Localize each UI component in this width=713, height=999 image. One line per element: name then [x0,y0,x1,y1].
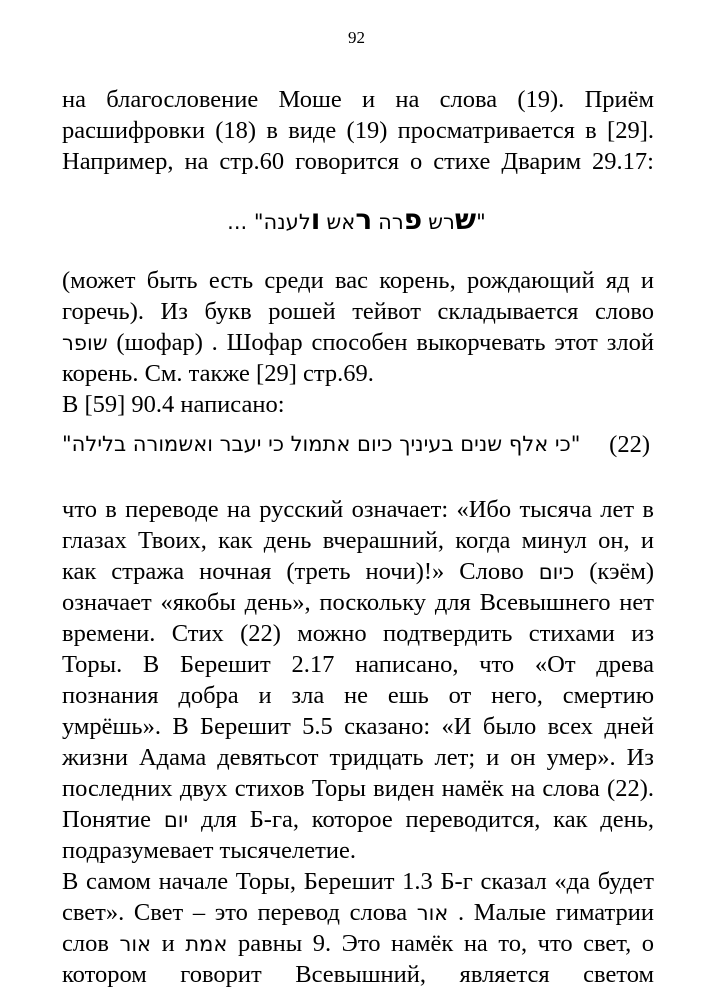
text-span: . Малые гиматрии [457,899,655,926]
page-number: 92 [348,28,365,47]
text-line: В [59] 90.4 написано: [62,391,285,418]
text-span: и [161,930,175,957]
hebrew-word: לענה [263,210,311,234]
text-line: котором говорит Всевышний, является светом [62,961,654,988]
text-span: как стража ночная (треть ночи)!» [62,558,445,585]
hebrew-letter: ר [355,203,373,236]
text-line: горечь). Из букв рошей тейвот складывается слово [62,298,654,325]
hebrew-word: רה [378,210,404,234]
text-span: свет». Свет – это перевод слова [62,899,408,926]
hebrew-quote-psalm [62,431,654,457]
text-line [62,804,654,836]
text-line: времени. Стих (22) можно подтвердить стихами из [62,620,654,647]
text-span: (кэём) [589,558,655,585]
hebrew-letter: ו [310,203,321,236]
text-line: корень. См. также [29] стр.69. [62,360,374,387]
text-span: слов [62,930,109,957]
text-line: подразумевает тысячелетие. [62,837,356,864]
text-line: расшифровки (18) в виде (19) просматривается в [29]. [62,117,654,144]
text-line: познания добра и зла не ешь от него, смертию [62,682,654,709]
text-line [62,897,654,929]
text-line: умрёшь». В Берешит 5.5 сказано: «И было всех дней [62,713,654,740]
equation-number: (22) [609,431,650,458]
hebrew-word: שופר [62,331,108,355]
text-line [62,556,654,588]
text-line: Торы. В Берешит 2.17 написано, что «От древа [62,651,654,678]
hebrew-word: אמת [185,932,228,956]
text-line [62,928,654,960]
hebrew-verse: "כי אלף שנים בעיניך כיום אתמול כי יעבר ואשמורה בלילה" [62,432,581,456]
hebrew-word: יום [163,808,189,832]
text-line: что в переводе на русский означает: «Ибо тысяча лет в [62,496,654,523]
hebrew-word: אש [326,210,356,234]
hebrew-word: אור [119,932,152,956]
hebrew-word: אור [416,901,449,925]
text-span: Слово [459,558,524,585]
text-line: жизни Адама девятьсот тридцать лет; и он умер». Из [62,744,654,771]
text-span: равны 9. Это намёк на то, что свет, о [237,930,655,957]
text-line: В самом начале Торы, Берешит 1.3 Б-г сказал «да будет [62,868,654,895]
text-line: последних двух стихов Торы виден намёк на слова (22). [62,775,654,802]
hebrew-letter: פ [403,203,423,236]
text-span: для Б-га, которое переводится, как день, [200,806,655,833]
text-span: (шофар) . Шофар способен выкорчевать этот злой [107,329,654,356]
hebrew-word: כיום [538,560,575,584]
text-line: на благословение Моше и на слова (19). Приём [62,86,654,113]
text-line: означает «якобы день», поскольку для Всевышнего нет [62,589,654,616]
text-line: глазах Твоих, как день вчерашний, когда минул он, и [62,527,654,554]
hebrew-letter: ש [454,203,477,236]
quote-ellipsis: ... " [227,210,264,234]
text-line: (может быть есть среди вас корень, рождающий яд и [62,267,654,294]
text-span: Понятие [62,806,152,833]
text-line [62,327,654,359]
hebrew-word: רש [428,210,455,234]
text-line: Например, на стр.60 говорится о стихе Дварим 29.17: [62,148,654,175]
quote-mark: " [476,210,486,234]
hebrew-quote-dvarim [0,203,713,236]
